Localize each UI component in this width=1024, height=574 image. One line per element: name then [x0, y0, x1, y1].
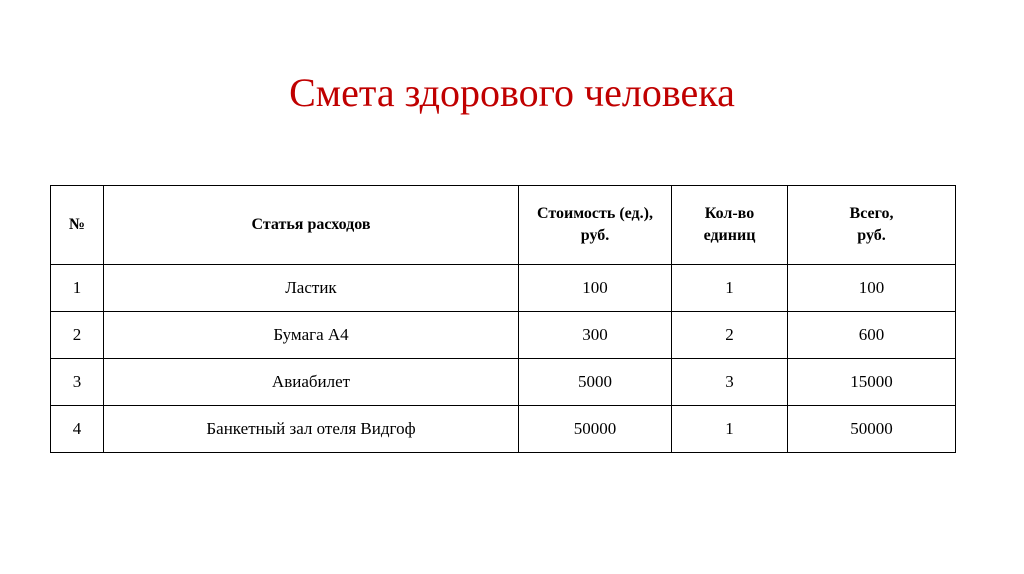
- budget-table: [50, 185, 956, 453]
- cell-qty: 1: [672, 265, 788, 312]
- cell-item: Банкетный зал отеля Видгоф: [104, 406, 519, 453]
- table-row: [51, 406, 956, 453]
- cell-qty: 3: [672, 359, 788, 406]
- budget-table-container: [50, 185, 955, 453]
- header-num: №: [51, 186, 104, 265]
- cell-cost: 100: [519, 265, 672, 312]
- table-row: [51, 265, 956, 312]
- cell-cost: 300: [519, 312, 672, 359]
- cell-total: 100: [788, 265, 956, 312]
- cell-num: 1: [51, 265, 104, 312]
- cell-num: 2: [51, 312, 104, 359]
- cell-num: 3: [51, 359, 104, 406]
- header-qty: [672, 186, 788, 265]
- cell-item: Авиабилет: [104, 359, 519, 406]
- header-item: Статья расходов: [104, 186, 519, 265]
- cell-total: 15000: [788, 359, 956, 406]
- header-cost-line1: Стоимость (ед.),: [537, 205, 653, 222]
- page-title: Смета здорового человека: [289, 70, 735, 115]
- cell-total: 50000: [788, 406, 956, 453]
- cell-item: Ластик: [104, 265, 519, 312]
- table-header-row: [51, 186, 956, 265]
- cell-cost: 5000: [519, 359, 672, 406]
- header-total: [788, 186, 956, 265]
- cell-qty: 1: [672, 406, 788, 453]
- header-cost: [519, 186, 672, 265]
- cell-num: 4: [51, 406, 104, 453]
- header-total-line2: руб.: [857, 227, 886, 244]
- cell-total: 600: [788, 312, 956, 359]
- header-qty-line1: Кол-во: [704, 205, 755, 222]
- table-row: [51, 359, 956, 406]
- cell-cost: 50000: [519, 406, 672, 453]
- cell-qty: 2: [672, 312, 788, 359]
- table-row: [51, 312, 956, 359]
- cell-item: Бумага А4: [104, 312, 519, 359]
- header-qty-line2: единиц: [703, 227, 756, 244]
- header-total-line1: Всего,: [849, 205, 894, 222]
- header-cost-line2: руб.: [580, 227, 610, 244]
